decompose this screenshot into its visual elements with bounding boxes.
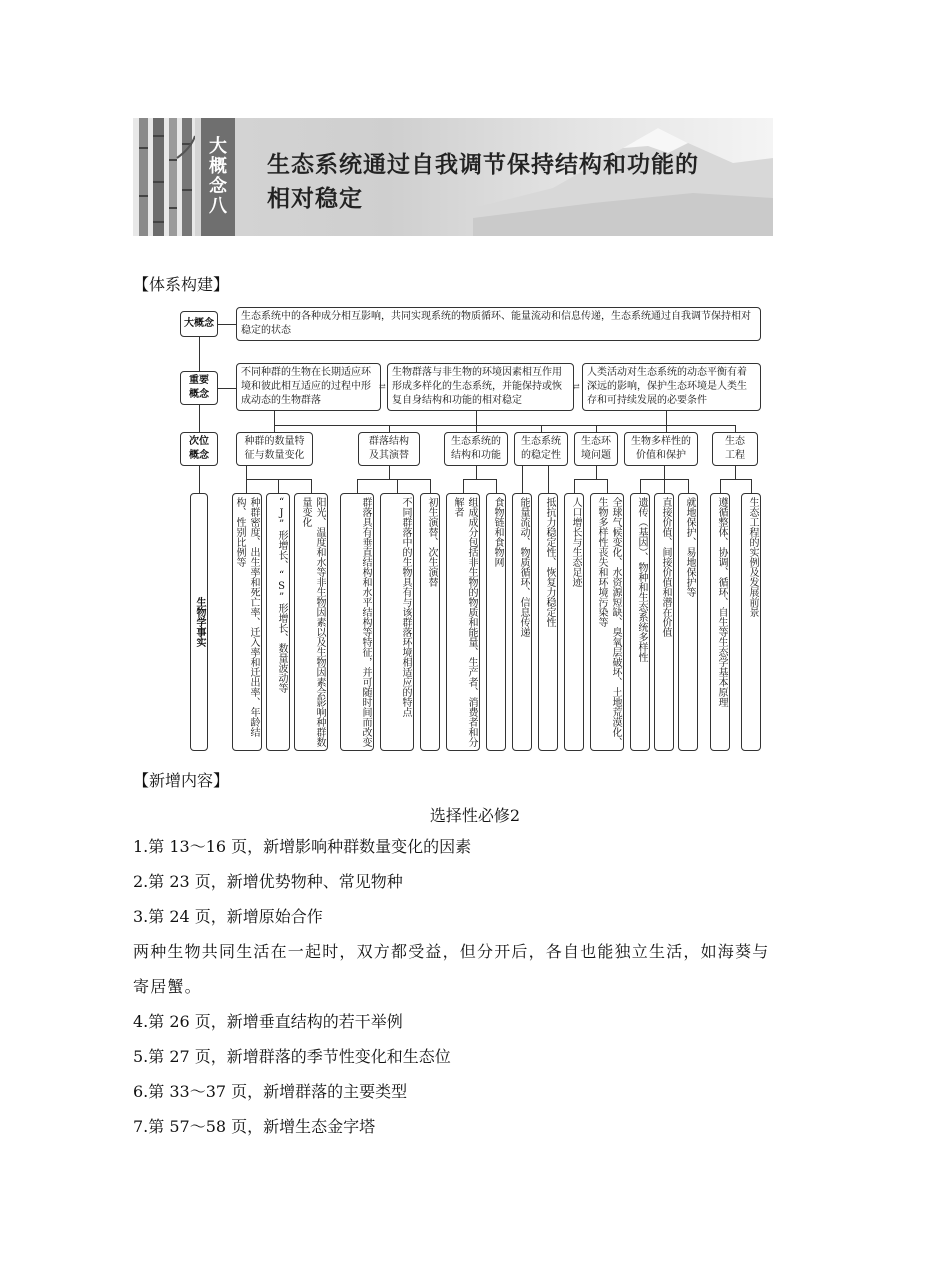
fact-text: 种群密度、出生率和死亡率、迁入率和迁出率、 [248, 497, 259, 707]
bamboo-illustration [133, 118, 195, 236]
badge-char: 大 [209, 136, 227, 157]
connector [476, 411, 477, 432]
connector [218, 388, 236, 389]
fact-text: “J”形增长、“S”形增长、数量波动等 [276, 497, 287, 693]
connector [199, 337, 200, 371]
secondary-concept-7 [712, 432, 758, 466]
section-heading: 【体系构建】 [133, 275, 230, 294]
list-item: 6.第 33～37 页，新增群落的主要类型 [133, 1082, 408, 1101]
level-label-line: 次位 [189, 436, 209, 447]
fact-column [340, 493, 374, 751]
secondary-concept-line: 境问题 [581, 450, 611, 461]
connector [664, 479, 665, 493]
connector [430, 479, 431, 493]
connector [596, 466, 597, 479]
connector [357, 479, 430, 480]
level-important-concept [180, 371, 218, 405]
connector [274, 411, 275, 432]
chapter-title-line: 生态系统通过自我调节保持结构和功能的 [267, 152, 699, 178]
level-label-line: 重要 [189, 375, 209, 386]
connector [199, 466, 200, 493]
connector [389, 425, 390, 432]
fact-text: 时间而改变 [360, 697, 371, 747]
concept-map [180, 305, 765, 755]
secondary-concept-line: 征与数量变化 [244, 450, 305, 461]
secondary-concept-5 [574, 432, 618, 466]
fact-text: 遵循整体、协调、循环、自生等生态学基本原理 [716, 497, 727, 707]
fact-column [294, 493, 328, 751]
level-label-line: 概念 [189, 450, 209, 461]
connector [476, 466, 477, 479]
big-concept-text: 生态系统中的各种成分相互影响，共同实现系统的物质循环、能量流动和信息传递，生态系统通过自我调节保持相对稳定的状态 [236, 307, 761, 341]
secondary-concept-1 [236, 432, 313, 466]
badge-char: 八 [209, 196, 227, 217]
secondary-concept-line: 结构和功能 [451, 450, 501, 461]
secondary-concept-line: 生态 [725, 436, 745, 447]
list-item: 4.第 26 页，新增垂直结构的若干举例 [133, 1012, 403, 1031]
fact-column [512, 493, 532, 751]
connector [735, 425, 736, 432]
fact-text: 生态工程的实例及发展前景 [747, 497, 758, 617]
secondary-concept-line: 种群的数量特 [244, 436, 305, 447]
fact-text: 直接价值、间接价值和潜在价值 [660, 497, 671, 637]
paragraph-line: 寄居蟹。 [133, 977, 202, 996]
connector [389, 466, 390, 479]
connector [357, 479, 358, 493]
fact-column [630, 493, 650, 751]
fact-column [590, 493, 624, 751]
connector [607, 479, 608, 493]
connector [720, 479, 721, 493]
chapter-banner [133, 118, 773, 236]
fact-column [654, 493, 674, 751]
fact-text: 遗传（基因）、物种和生态系统多样性 [636, 497, 647, 662]
connector [666, 425, 735, 426]
secondary-concept-line: 生态系统的 [451, 436, 501, 447]
fact-column [678, 493, 698, 751]
important-concept-3: 人类活动对生态系统的动态平衡有着深远的影响，保护生态环境是人类生存和可持续发展的必要条件 [582, 363, 761, 411]
fact-column [710, 493, 730, 751]
fact-text: 消费者和分解者 [452, 497, 477, 747]
list-item: 5.第 27 页，新增群落的季节性变化和生态位 [133, 1047, 451, 1066]
fact-column [232, 493, 262, 751]
fact-column [486, 493, 506, 751]
secondary-concept-line: 及其演替 [369, 450, 409, 461]
connector [541, 425, 542, 432]
fact-text: 阳光、温度和水等非生物因素以及生物因素会 [314, 497, 325, 697]
fact-text: 抵抗力稳定性、恢复力稳定性 [544, 497, 555, 627]
fact-text: 影响种群数量变化 [300, 497, 325, 747]
secondary-concept-line: 工程 [725, 450, 745, 461]
fact-text: 的特点 [400, 687, 411, 717]
level-label-line: 概念 [189, 389, 209, 400]
secondary-concept-6 [624, 432, 698, 466]
fact-text: 全球气候变化、水资源短缺、臭氧层破坏、土地 [610, 497, 621, 707]
double-arrow-icon: ⇄ [573, 382, 580, 391]
connector [735, 466, 736, 479]
connector [688, 479, 689, 493]
connector [751, 479, 752, 493]
connector [199, 405, 200, 432]
secondary-concept-2 [358, 432, 420, 466]
list-item: 7.第 57～58 页，新增生态金字塔 [133, 1117, 376, 1136]
connector [574, 479, 607, 480]
badge-char: 念 [209, 176, 227, 197]
fact-column [266, 493, 290, 751]
level-secondary-concept [180, 432, 218, 466]
chapter-title [267, 148, 699, 216]
list-item: 1.第 13～16 页，新增影响种群数量变化的因素 [133, 837, 472, 856]
fact-text: 群落具有垂直结构和水平结构等特征，并可随 [360, 497, 371, 697]
secondary-concept-line: 群落结构 [369, 436, 409, 447]
fact-text: 组成成分包括非生物的物质和能量、生产者、 [466, 497, 477, 697]
fact-text: 初生演替、次生演替 [426, 497, 437, 587]
fact-column [538, 493, 558, 751]
chapter-badge [201, 118, 235, 236]
connector [218, 324, 236, 325]
fact-text: 年龄结构、性别比例等 [234, 497, 259, 737]
fact-text: 能量流动、物质循环、信息传递 [518, 497, 529, 637]
connector [463, 479, 464, 493]
connector [596, 425, 597, 432]
badge-char: 概 [209, 156, 227, 177]
connector [397, 479, 398, 493]
fact-column [380, 493, 414, 751]
connector [548, 466, 549, 493]
double-arrow-icon: ⇄ [379, 382, 386, 391]
connector [574, 479, 575, 493]
fact-text: 荒漠化、生物多样性丧失和环境污染等 [596, 497, 621, 747]
connector [640, 479, 641, 493]
connector [278, 479, 279, 493]
fact-text: 人口增长与生态足迹 [570, 497, 581, 587]
secondary-concept-4 [514, 432, 568, 466]
fact-column [446, 493, 480, 751]
connector [720, 479, 751, 480]
secondary-concept-3 [444, 432, 508, 466]
fact-column [420, 493, 440, 751]
list-item: 3.第 24 页，新增原始合作 [133, 907, 323, 926]
connector [496, 479, 497, 493]
fact-text: 就地保护、易地保护等 [684, 497, 695, 597]
important-concept-2: 生物群落与非生物的环境因素相互作用形成多样化的生态系统，并能保持或恢复自身结构和功能的相对稳定 [387, 363, 574, 411]
secondary-concept-line: 生态环 [581, 436, 611, 447]
fact-text: 食物链和食物网 [492, 497, 503, 567]
connector [274, 425, 666, 426]
connector [666, 411, 667, 432]
fact-column [741, 493, 761, 751]
secondary-concept-line: 的稳定性 [521, 450, 561, 461]
connector [311, 479, 312, 493]
secondary-concept-line: 价值和保护 [636, 450, 686, 461]
secondary-concept-line: 生物多样性的 [631, 436, 691, 447]
important-concept-1: 不同种群的生物在长期适应环境和彼此相互适应的过程中形成动态的生物群落 [236, 363, 381, 411]
chapter-title-line: 相对稳定 [267, 186, 363, 212]
level-biology-facts: 生物学事实 [190, 493, 208, 751]
textbook-subtitle: 选择性必修2 [429, 806, 521, 825]
connector [664, 466, 665, 479]
fact-column [564, 493, 584, 751]
paragraph-line: 两种生物共同生活在一起时，双方都受益，但分开后，各自也能独立生活，如海葵与 [133, 942, 770, 961]
list-item: 2.第 23 页，新增优势物种、常见物种 [133, 872, 403, 891]
secondary-concept-line: 生态系统 [521, 436, 561, 447]
connector [522, 466, 523, 493]
level-big-concept: 大概念 [180, 311, 218, 337]
section-heading: 【新增内容】 [133, 771, 230, 790]
connector [463, 479, 496, 480]
fact-text: 不同群落中的生物具有与该群落环境相适应 [400, 497, 411, 687]
